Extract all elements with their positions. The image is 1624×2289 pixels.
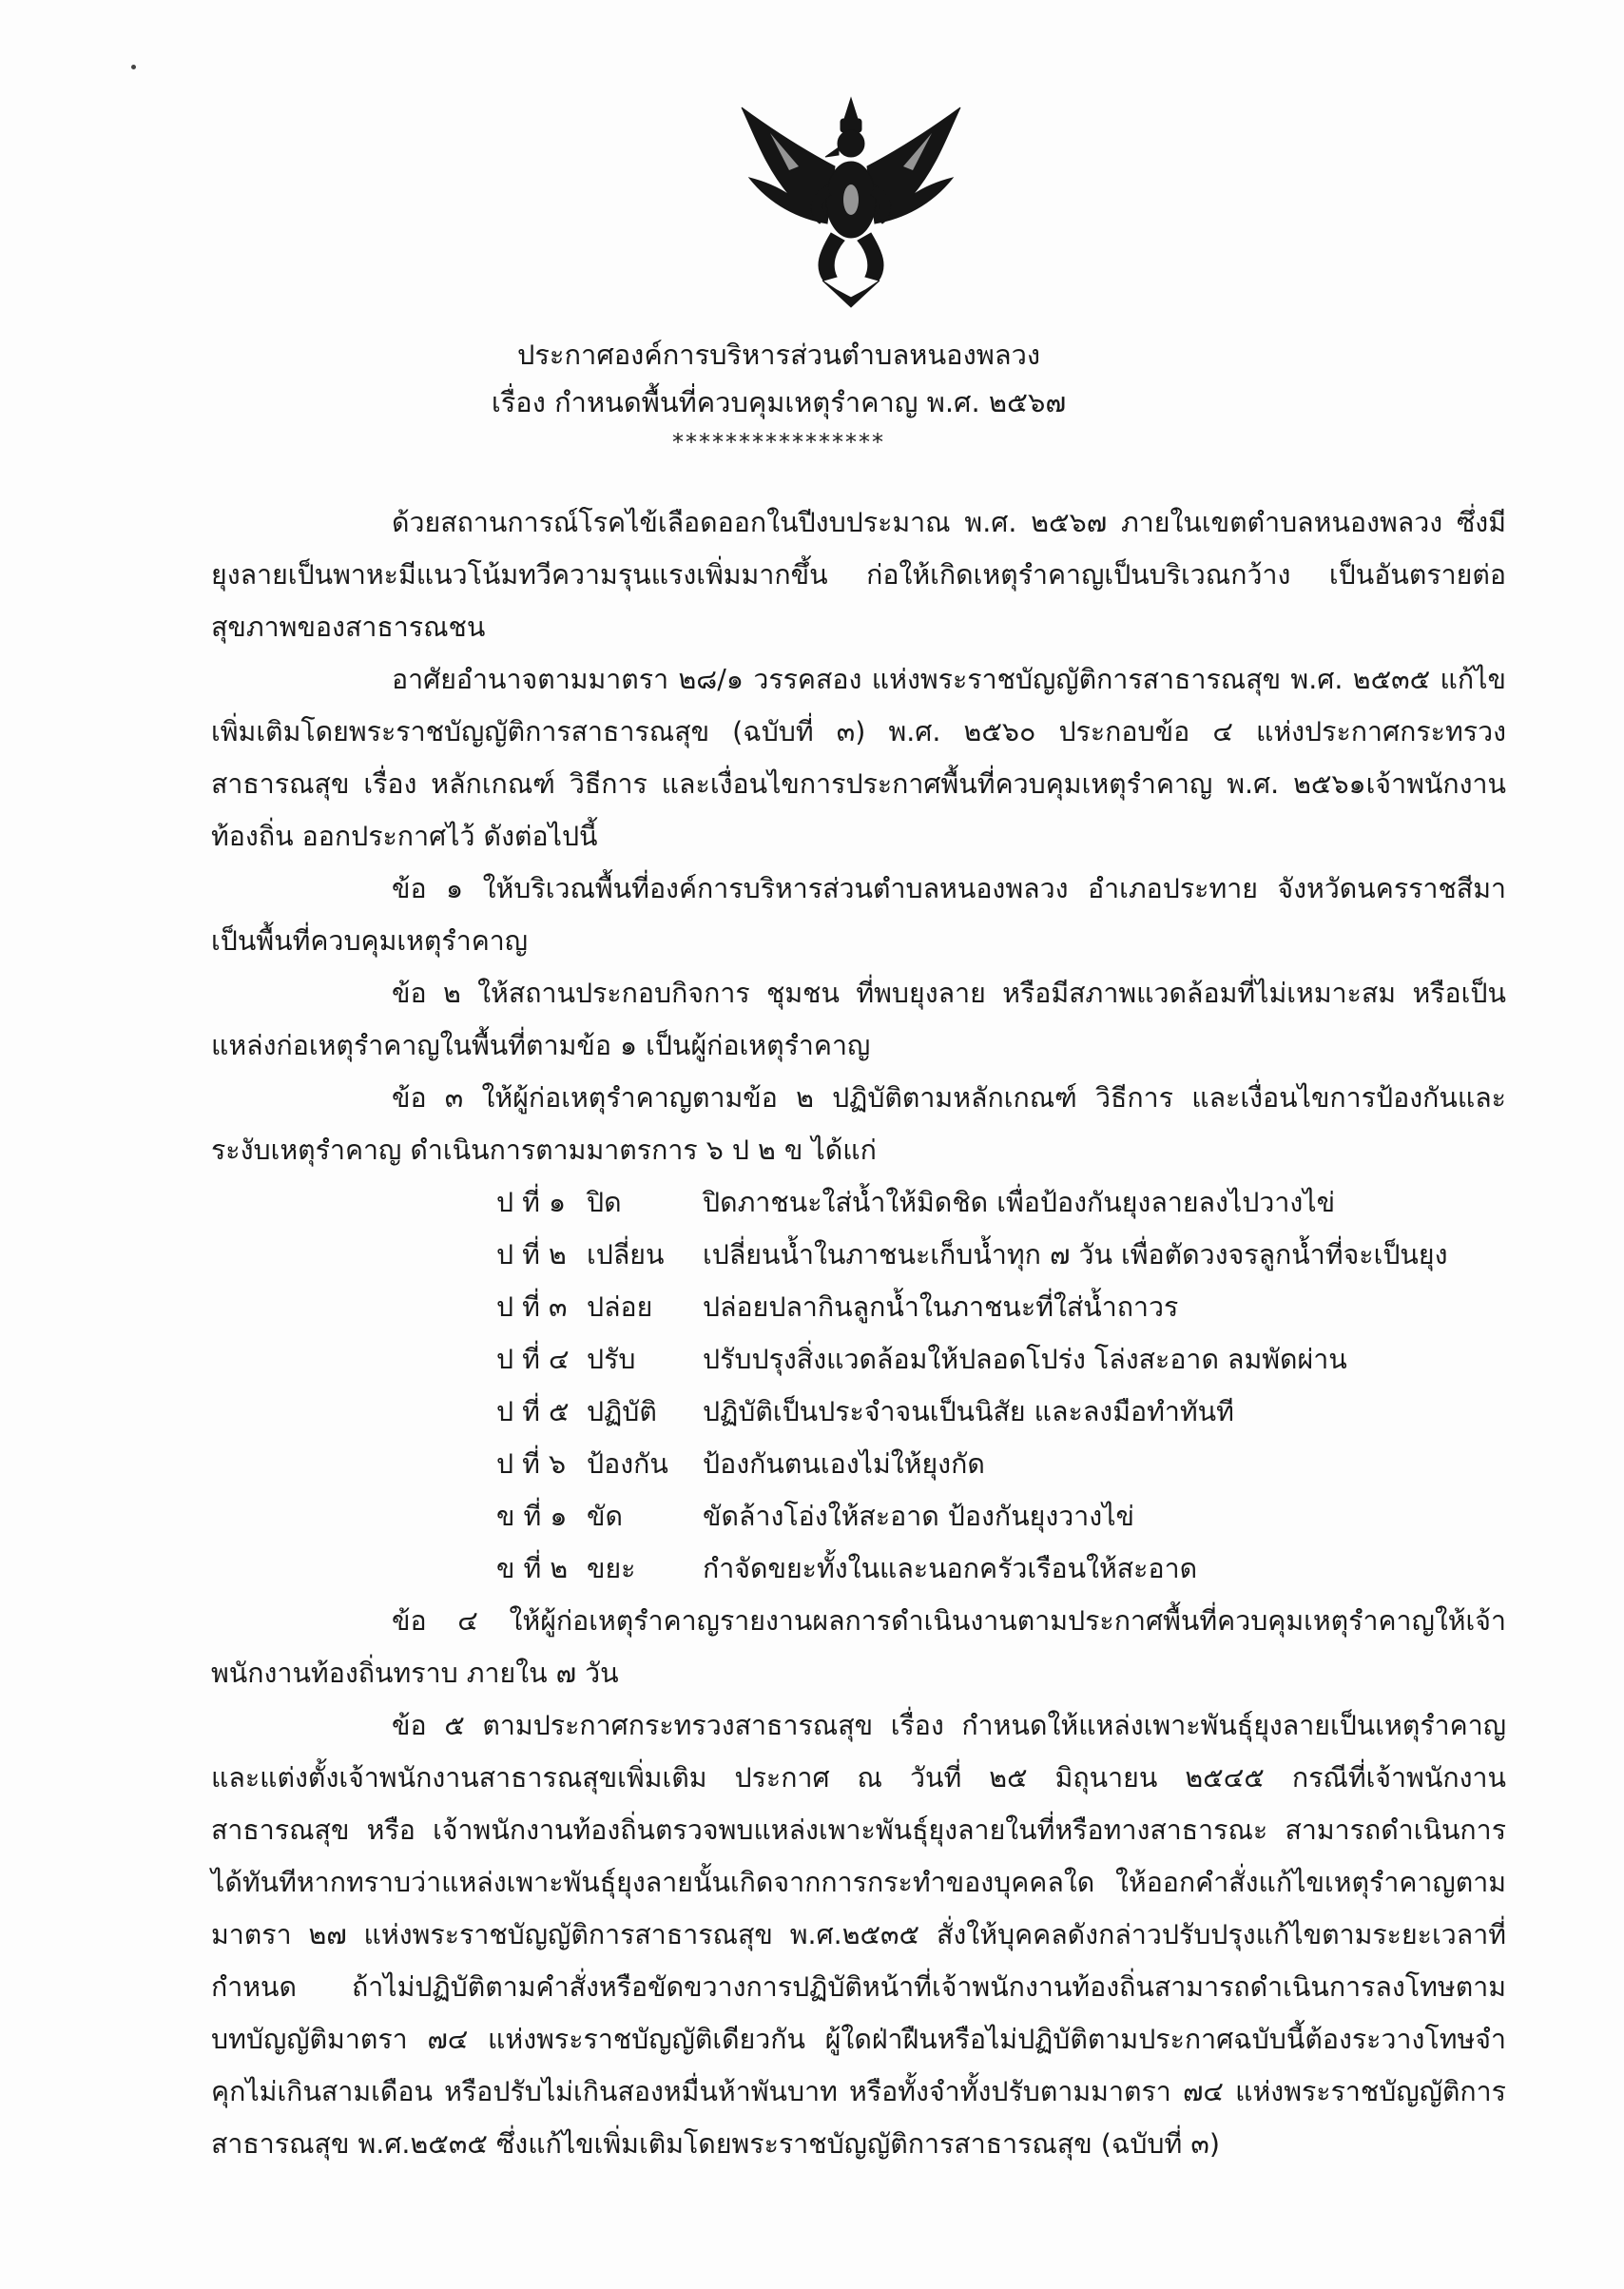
organization-title: ประกาศองค์การบริหารส่วนตำบลหนองพลวง — [516, 339, 1041, 371]
measures-list — [496, 1176, 1506, 1595]
clause-2: ข้อ ๒ ให้สถานประกอบกิจการ ชุมชน ที่พบยุงลาย หรือมีสภาพแวดล้อมที่ไม่เหมาะสม หรือเป็นแหล่งก่อเหตุรำคาญในพื้นที่ตามข้อ ๑ เป็นผู้ก่อเหตุรำคาญ — [211, 978, 1506, 1061]
list-item: ป ที่ ๖ ป้องกัน ป้องกันตนเองไม่ให้ยุงกัด — [496, 1448, 985, 1480]
announcement-body — [211, 496, 1506, 2170]
paragraph-authority: อาศัยอำนาจตามมาตรา ๒๘/๑ วรรคสอง แห่งพระราชบัญญัติการสาธารณสุข พ.ศ. ๒๕๓๕ แก้ไขเพิ่มเติมโดยพระราชบัญญัติการสาธารณสุข (ฉบับที่ ๓) พ.ศ. ๒๕๖๐ ประกอบข้อ ๔ แห่งประกาศกระทรวงสาธารณสุข เรื่อง หลักเกณฑ์ วิธีการ และเงื่อนไขการประกาศพื้นที่ควบคุมเหตุรำคาญ พ.ศ. ๒๕๖๑เจ้าพนักงานท้องถิ่น ออกประกาศไว้ ดังต่อไปนี้ — [211, 664, 1506, 852]
list-item: ป ที่ ๔ ปรับ ปรับปรุงสิ่งแวดล้อมให้ปลอดโปร่ง โล่งสะอาด ลมพัดผ่าน — [496, 1344, 1347, 1375]
list-item: ป ที่ ๑ ปิด ปิดภาชนะใส่น้ำให้มิดชิด เพื่อป้องกันยุงลายลงไปวางไข่ — [496, 1187, 1336, 1218]
clause-3: ข้อ ๓ ให้ผู้ก่อเหตุรำคาญตามข้อ ๒ ปฏิบัติตามหลักเกณฑ์ วิธีการ และเงื่อนไขการป้องกันและระงับเหตุรำคาญ ดำเนินการตามมาตรการ ๖ ป ๒ ข ได้แก่ — [211, 1082, 1506, 1166]
scan-speck — [131, 65, 136, 69]
list-item: ป ที่ ๒ เปลี่ยน เปลี่ยนน้ำในภาชนะเก็บน้ำทุก ๗ วัน เพื่อตัดวงจรลูกน้ำที่จะเป็นยุง — [496, 1239, 1448, 1271]
list-item: ป ที่ ๕ ปฏิบัติ ปฏิบัติเป็นประจำจนเป็นนิสัย และลงมือทำทันที — [496, 1396, 1234, 1427]
list-item: ข ที่ ๑ ขัด ขัดล้างโอ่งให้สะอาด ป้องกันยุงวางไข่ — [496, 1501, 1135, 1532]
clause-5: ข้อ ๕ ตามประกาศกระทรวงสาธารณสุข เรื่อง กำหนดให้แหล่งเพาะพันธุ์ยุงลายเป็นเหตุรำคาญและแต่งตั้งเจ้าพนักงานสาธารณสุขเพิ่มเติม ประกาศ ณ วันที่ ๒๕ มิถุนายน ๒๕๔๕ กรณีที่เจ้าพนักงานสาธารณสุข หรือ เจ้าพนักงานท้องถิ่นตรวจพบแหล่งเพาะพันธุ์ยุงลายในที่หรือทางสาธารณะ สามารถดำเนินการได้ทันทีหากทราบว่าแหล่งเพาะพันธุ์ยุงลายนั้นเกิดจากการกระทำของบุคคลใด ให้ออกคำสั่งแก้ไขเหตุรำคาญตาม มาตรา ๒๗ แห่งพระราชบัญญัติการสาธารณสุข พ.ศ.๒๕๓๕ สั่งให้บุคคลดังกล่าวปรับปรุงแก้ไขตามระยะเวลาที่กำหนด ถ้าไม่ปฏิบัติตามคำสั่งหรือขัดขวางการปฏิบัติหน้าที่เจ้าพนักงานท้องถิ่นสามารถดำเนินการลงโทษตามบทบัญญัติมาตรา ๗๔ แห่งพระราชบัญญัติเดียวกัน ผู้ใดฝ่าฝืนหรือไม่ปฏิบัติตามประกาศฉบับนี้ต้องระวางโทษจำคุกไม่เกินสามเดือน หรือปรับไม่เกินสองหมื่นห้าพันบาท หรือทั้งจำทั้งปรับตามมาตรา ๗๔ แห่งพระราชบัญญัติการสาธารณสุข พ.ศ.๒๕๓๕ ซึ่งแก้ไขเพิ่มเติมโดยพระราชบัญญัติการสาธารณสุข (ฉบับที่ ๓) — [211, 1710, 1506, 2160]
list-item: ป ที่ ๓ ปล่อย ปล่อยปลากินลูกน้ำในภาชนะที่ใส่น้ำถาวร — [496, 1291, 1179, 1323]
clause-1: ข้อ ๑ ให้บริเวณพื้นที่องค์การบริหารส่วนตำบลหนองพลวง อำเภอประทาย จังหวัดนครราชสีมา เป็นพื้นที่ควบคุมเหตุรำคาญ — [211, 873, 1506, 957]
garuda-emblem-icon — [732, 90, 970, 309]
paragraph-background: ด้วยสถานการณ์โรคไข้เลือดออกในปีงบประมาณ พ.ศ. ๒๕๖๗ ภายในเขตตำบลหนองพลวง ซึ่งมียุงลายเป็นพาหะมีแนวโน้มทวีความรุนแรงเพิ่มมากขึ้น ก่อให้เกิดเหตุรำคาญเป็นบริเวณกว้าง เป็นอันตรายต่อสุขภาพของสาธารณชน — [211, 507, 1506, 643]
separator: **************** — [672, 429, 885, 456]
clause-4: ข้อ ๔ ให้ผู้ก่อเหตุรำคาญรายงานผลการดำเนินงานตามประกาศพื้นที่ควบคุมเหตุรำคาญให้เจ้าพนักงานท้องถิ่นทราบ ภายใน ๗ วัน — [211, 1605, 1506, 1689]
announcement-heading — [0, 331, 1624, 458]
list-item: ข ที่ ๒ ขยะ กำจัดขยะทั้งในและนอกครัวเรือนให้สะอาด — [496, 1553, 1198, 1584]
subject-title: เรื่อง กำหนดพื้นที่ควบคุมเหตุรำคาญ พ.ศ. ๒๕๖๗ — [491, 386, 1067, 418]
